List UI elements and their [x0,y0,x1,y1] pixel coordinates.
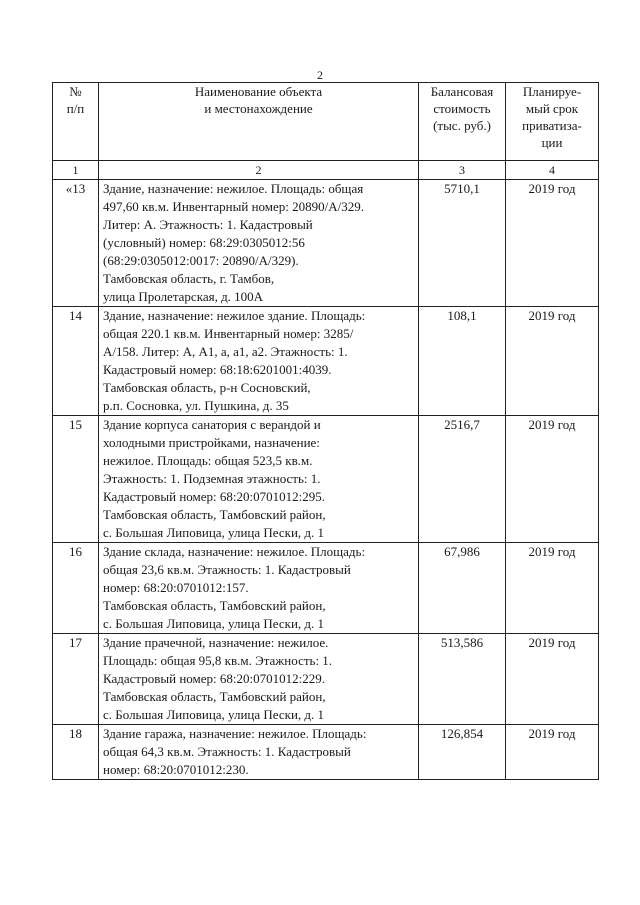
book-value: 67,986 [419,543,506,634]
header-book-value: Балансовая стоимость (тыс. руб.) [419,83,506,161]
description-line: с. Большая Липовица, улица Пески, д. 1 [103,707,325,722]
table-header-row [53,83,599,161]
table-row [53,180,599,307]
table-row [53,307,599,416]
privatization-term: 2019 год [506,725,599,780]
description-line: 497,60 кв.м. Инвентарный номер: 20890/А/329. [103,199,365,214]
page-number: 2 [317,68,323,82]
description-line: номер: 68:20:0701012:230. [103,762,249,777]
privatization-term: 2019 год [506,416,599,543]
description-line: общая 220.1 кв.м. Инвентарный номер: 3285/ [103,326,354,341]
description-line: (68:29:0305012:0017: 20890/А/329). [103,253,299,268]
row-number: 14 [53,307,99,416]
description-line: Здание гаража, назначение: нежилое. Площадь: [103,726,367,741]
book-value: 2516,7 [419,416,506,543]
description-line: номер: 68:20:0701012:157. [103,580,249,595]
privatization-table [52,82,599,780]
header-planned-term: Планируе- мый срок приватиза- ции [506,83,599,161]
description-line: Тамбовская область, г. Тамбов, [103,271,275,286]
description-line: Тамбовская область, Тамбовский район, [103,598,326,613]
description-line: Кадастровый номер: 68:20:0701012:229. [103,671,325,686]
table-row [53,634,599,725]
description-line: Кадастровый номер: 68:18:6201001:4039. [103,362,332,377]
object-description [99,307,419,416]
column-number-row [53,161,599,180]
description-line: (условный) номер: 68:29:0305012:56 [103,235,305,250]
description-line: Здание прачечной, назначение: нежилое. [103,635,329,650]
object-description [99,543,419,634]
table-row [53,725,599,780]
row-number: 16 [53,543,99,634]
privatization-term: 2019 год [506,634,599,725]
description-line: нежилое. Площадь: общая 523,5 кв.м. [103,453,313,468]
header-number: № п/п [53,83,99,161]
object-description [99,180,419,307]
description-line: Тамбовская область, р-н Сосновский, [103,380,311,395]
description-line: Здание склада, назначение: нежилое. Площадь: [103,544,366,559]
description-line: Кадастровый номер: 68:20:0701012:295. [103,489,325,504]
table-body [53,180,599,780]
description-line: Тамбовская область, Тамбовский район, [103,507,326,522]
description-line: Площадь: общая 95,8 кв.м. Этажность: 1. [103,653,333,668]
column-number: 2 [99,161,419,180]
description-line: улица Пролетарская, д. 100А [103,289,264,304]
row-number: 18 [53,725,99,780]
book-value: 5710,1 [419,180,506,307]
description-line: Здание, назначение: нежилое. Площадь: общая [103,181,364,196]
book-value: 108,1 [419,307,506,416]
description-line: общая 23,6 кв.м. Этажность: 1. Кадастровый [103,562,351,577]
description-line: с. Большая Липовица, улица Пески, д. 1 [103,525,325,540]
description-line: Литер: А. Этажность: 1. Кадастровый [103,217,313,232]
description-line: Тамбовская область, Тамбовский район, [103,689,326,704]
row-number: 15 [53,416,99,543]
object-description [99,725,419,780]
column-number: 4 [506,161,599,180]
book-value: 513,586 [419,634,506,725]
privatization-term: 2019 год [506,180,599,307]
row-number: «13 [53,180,99,307]
description-line: Этажность: 1. Подземная этажность: 1. [103,471,321,486]
table-row [53,416,599,543]
description-line: р.п. Сосновка, ул. Пушкина, д. 35 [103,398,289,413]
privatization-term: 2019 год [506,543,599,634]
description-line: холодными пристройками, назначение: [103,435,320,450]
book-value: 126,854 [419,725,506,780]
description-line: А/158. Литер: А, А1, а, а1, а2. Этажность: 1. [103,344,348,359]
description-line: общая 64,3 кв.м. Этажность: 1. Кадастровый [103,744,351,759]
description-line: с. Большая Липовица, улица Пески, д. 1 [103,616,325,631]
description-line: Здание, назначение: нежилое здание. Площадь: [103,308,366,323]
object-description [99,634,419,725]
row-number: 17 [53,634,99,725]
description-line: Здание корпуса санатория с верандой и [103,417,321,432]
column-number: 1 [53,161,99,180]
privatization-term: 2019 год [506,307,599,416]
header-object-name: Наименование объекта и местонахождение [99,83,419,161]
object-description [99,416,419,543]
column-number: 3 [419,161,506,180]
table-row [53,543,599,634]
